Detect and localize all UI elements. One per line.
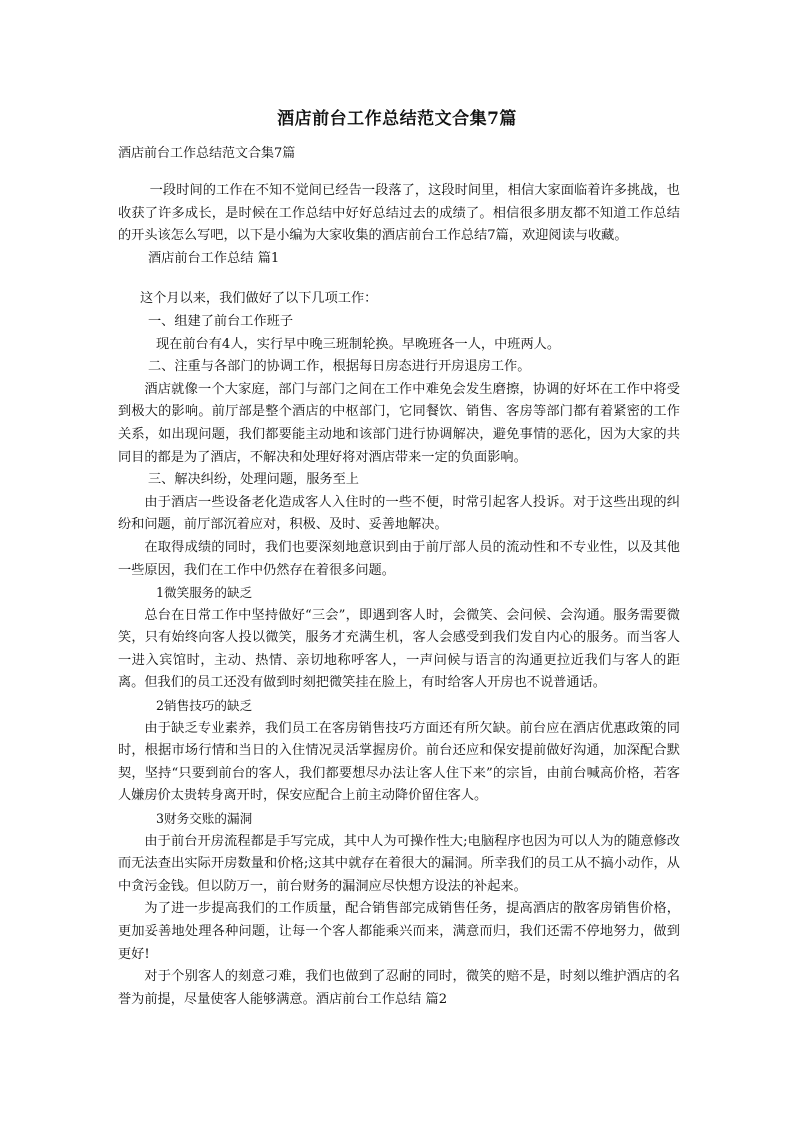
problem-heading-2: 2销售技巧的缺乏 — [156, 698, 253, 714]
section-heading-1: 酒店前台工作总结 篇1 — [148, 250, 280, 266]
spacer — [118, 270, 680, 288]
intro-paragraph: 一段时间的工作在不知不觉间已经告一段落了，这段时间里，相信大家面临着许多挑战，也收获了许多成长，是时候在工作总结中好好总结过去的成绩了。相信很多朋友都不知道工作总结的开头该怎么写吧，以下是小编为大家收集的酒店前台工作总结7篇，欢迎阅读与收藏。 — [118, 183, 680, 244]
problem-heading-1: 1微笑服务的缺乏 — [156, 585, 253, 601]
document-subtitle: 酒店前台工作总结范文合集7篇 — [118, 146, 296, 161]
item-text-1: 现在前台有4人，实行早中晚三班制轮换。早晚班各一人，中班两人。 — [156, 336, 561, 352]
closing-paragraph-2: 对于个别客人的刻意刁难，我们也做到了忍耐的同时，微笑的赔不是，时刻以维护酒店的名誉为前提，尽量使客人能够满意。酒店前台工作总结 篇2 — [118, 969, 680, 1007]
item-heading-1: 一、组建了前台工作班子 — [148, 313, 294, 329]
problem-text-2: 由于缺乏专业素养，我们员工在客房销售技巧方面还有所欠缺。前台应在酒店优惠政策的同时，根据市场行情和当日的入住情况灵活掌握房价。前台还应和保安提前做好沟通，加深配合默契，坚持“只要到前台的客人，我们都要想尽办法让客人住下来”的宗旨，由前台喊高价格，若客人嫌房价太贵转身离开时，保安应配合上前主动降价留住客人。 — [118, 720, 680, 804]
problem-text-3: 由于前台开房流程都是手写完成，其中人为可操作性大;电脑程序也因为可以人为的随意修改而无法查出实际开房数量和价格;这其中就存在着很大的漏洞。所幸我们的员工从不搞小动作，从中贪污金钱。但以防万一，前台财务的漏洞应尽快想方设法的补起来。 — [118, 833, 680, 894]
item-text-2: 酒店就像一个大家庭，部门与部门之间在工作中难免会发生磨擦，协调的好坏在工作中将受到极大的影响。前厅部是整个酒店的中枢部门，它同餐饮、销售、客房等部门都有着紧密的工作关系，如出现问题，我们都要能主动地和该部门进行协调解决，避免事情的恶化，因为大家的共同目的都是为了酒店，不解决和处理好将对酒店带来一定的负面影响。 — [118, 381, 680, 465]
problem-text-1: 总台在日常工作中坚持做好“三会”，即遇到客人时，会微笑、会问候、会沟通。服务需要微笑，只有始终向客人投以微笑，服务才充满生机，客人会感受到我们发自内心的服务。而当客人一进入宾馆时，主动、热情、亲切地称呼客人，一声问候与语言的沟通更拉近我们与客人的距离。但我们的员工还没有做到时刻把微笑挂在脸上，有时给客人开房也不说普通话。 — [118, 607, 680, 691]
problem-heading-3: 3财务交账的漏洞 — [156, 811, 253, 827]
reflection-paragraph: 在取得成绩的同时，我们也要深刻地意识到由于前厅部人员的流动性和不专业性，以及其他一些原因，我们在工作中仍然存在着很多问题。 — [118, 539, 680, 578]
closing-paragraph-1: 为了进一步提高我们的工作质量，配合销售部完成销售任务，提高酒店的散客房销售价格，更加妥善地处理各种问题，让每一个客人都能乘兴而来，满意而归，我们还需不停地努力，做到更好! — [118, 901, 680, 962]
item-heading-3: 三、解决纠纷，处理问题，服务至上 — [148, 472, 359, 488]
document-title: 酒店前台工作总结范文合集7篇 — [277, 109, 517, 129]
opening-line: 这个月以来，我们做好了以下几项工作： — [140, 291, 378, 307]
item-text-3: 由于酒店一些设备老化造成客人入住时的一些不便，时常引起客人投诉。对于这些出现的纠纷和问题，前厅部沉着应对，积极、及时、妥善地解决。 — [118, 494, 680, 533]
document-body — [118, 180, 680, 1011]
item-heading-2: 二、注重与各部门的协调工作，根据每日房态进行开房退房工作。 — [148, 359, 531, 375]
